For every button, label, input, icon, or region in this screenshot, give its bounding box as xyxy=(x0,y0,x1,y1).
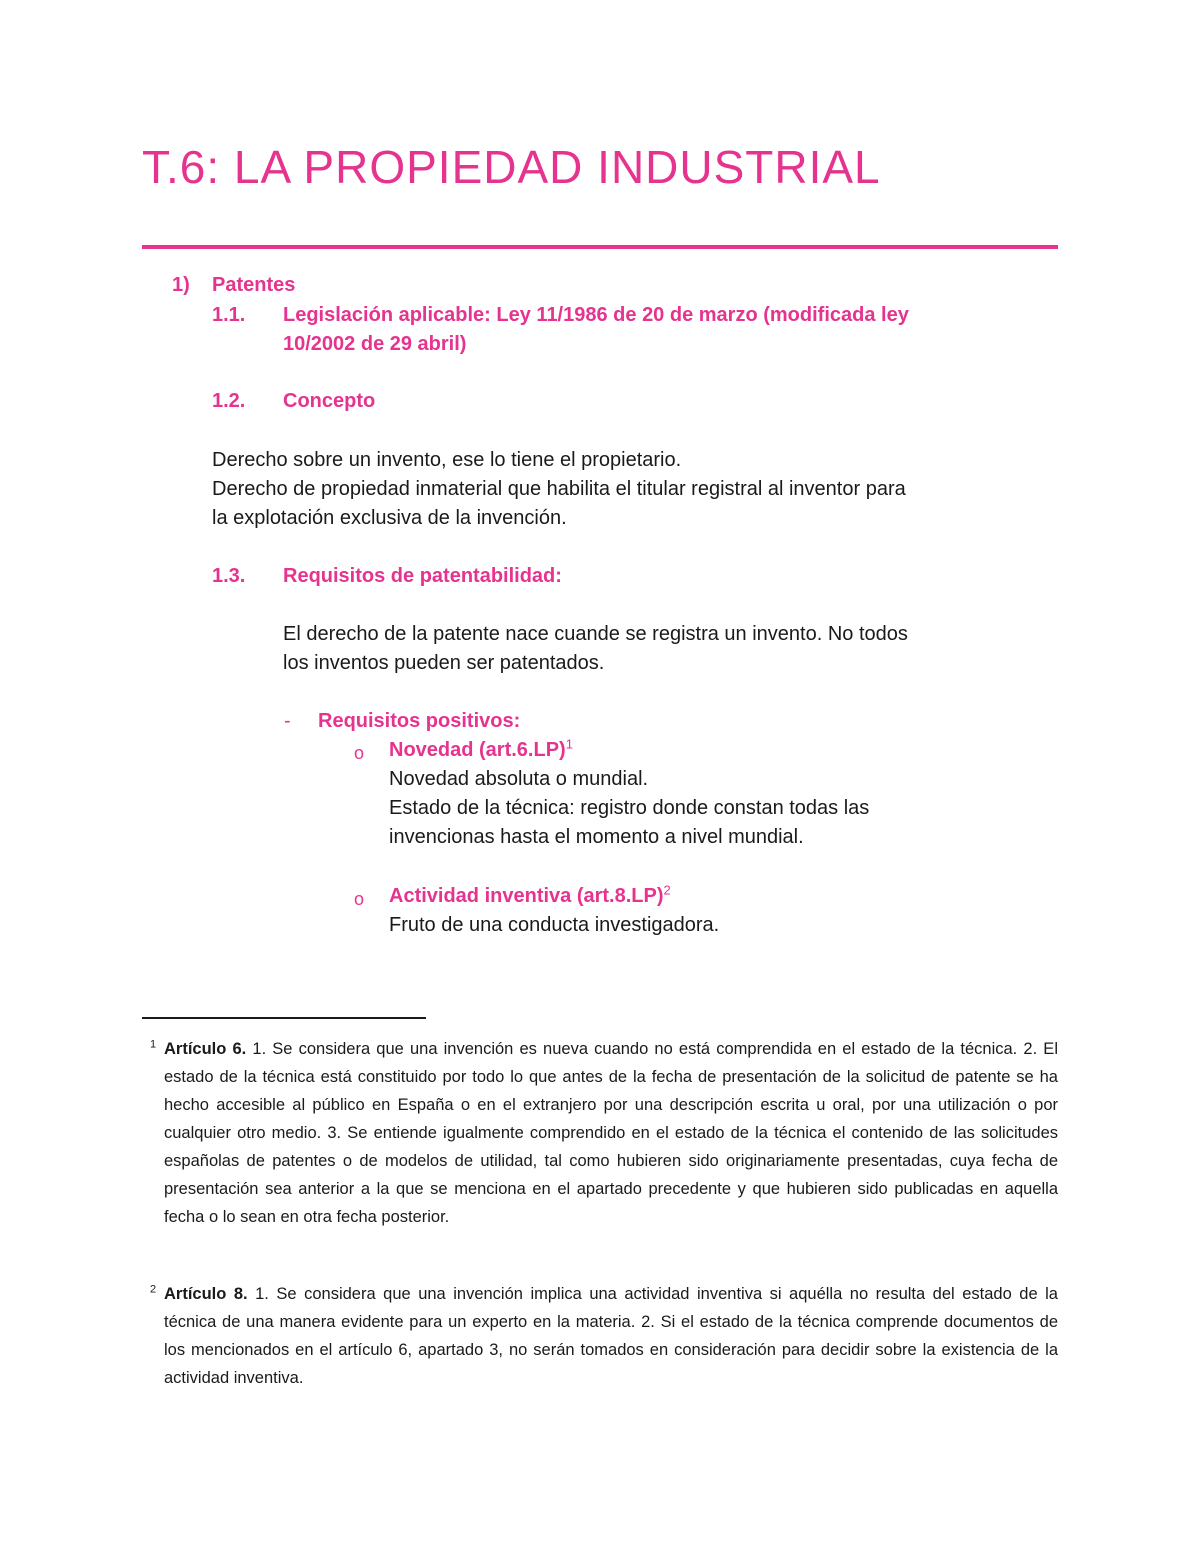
novedad-heading xyxy=(389,736,573,765)
footnote-1 xyxy=(150,1035,1058,1231)
section-1-2-number: 1.2. xyxy=(212,390,246,412)
footnote-2-number: 2 xyxy=(150,1283,157,1296)
novedad-line3: invencionas hasta el momento a nivel mundial. xyxy=(389,826,804,848)
footnote-2-text: 1. Se considera que una invención implica una actividad inventiva si aquélla no resulta del estado de la técnica de una manera evidente para un experto en la materia. 2. Si el estado de la técnica comprende documentos de los mencionados en el artículo 6, apartado 3, no serán tomados en consideración para decidir sobre la existencia de la actividad inventiva. xyxy=(164,1285,1058,1387)
footnote-1-text: 1. Se considera que una invención es nueva cuando no está comprendida en el estado de la técnica. 2. El estado de la técnica está constituido por todo lo que antes de la fecha de presentación de la solicitud de patente se ha hecho accesible al público en España o en el extranjero por una descripción escrita u oral, por una utilización o por cualquier otro medio. 3. Se entiende igualmente comprendido en el estado de la técnica el contenido de las solicitudes españolas de patentes o de modelos de utilidad, tal como hubieren sido originariamente presentadas, cuya fecha de presentación sea anterior a la que se menciona en el apartado precedente y que hubieren sido publicadas en aquella fecha o lo sean en otra fecha posterior. xyxy=(164,1040,1058,1226)
section-1-3-heading: Requisitos de patentabilidad: xyxy=(283,565,562,587)
actividad-line1: Fruto de una conducta investigadora. xyxy=(389,914,720,936)
footnote-1-number: 1 xyxy=(150,1038,157,1051)
footnote-2-heading: Artículo 8. xyxy=(164,1285,248,1303)
concepto-paragraph-2-line1: Derecho de propiedad inmaterial que habilita el titular registral al inventor para xyxy=(212,478,906,500)
concepto-paragraph-1: Derecho sobre un invento, ese lo tiene el propietario. xyxy=(212,449,682,471)
actividad-heading xyxy=(389,882,671,911)
requisitos-paragraph-line1: El derecho de la patente nace cuande se registra un invento. No todos xyxy=(283,623,908,645)
section-1-heading: Patentes xyxy=(212,274,296,296)
footnote-1-heading: Artículo 6. xyxy=(164,1040,247,1058)
page-title: T.6: LA PROPIEDAD INDUSTRIAL xyxy=(142,141,881,193)
novedad-line1: Novedad absoluta o mundial. xyxy=(389,768,649,790)
section-1-1-number: 1.1. xyxy=(212,304,246,326)
section-1-1-heading-line2: 10/2002 de 29 abril) xyxy=(283,333,467,355)
footnote-ref-2[interactable]: 2 xyxy=(663,882,671,898)
footnote-separator xyxy=(142,1017,426,1019)
actividad-label: Actividad inventiva (art.8.LP) xyxy=(389,885,664,907)
footnote-ref-1[interactable]: 1 xyxy=(565,736,573,752)
circle-bullet-1: o xyxy=(354,743,365,763)
novedad-line2: Estado de la técnica: registro donde constan todas las xyxy=(389,797,870,819)
section-1-3-number: 1.3. xyxy=(212,565,246,587)
section-1-2-heading: Concepto xyxy=(283,390,376,412)
requisitos-positivos-heading: Requisitos positivos: xyxy=(318,710,521,732)
concepto-paragraph-2-line2: la explotación exclusiva de la invención. xyxy=(212,507,567,529)
section-1-number: 1) xyxy=(172,274,190,296)
requisitos-paragraph-line2: los inventos pueden ser patentados. xyxy=(283,652,605,674)
section-1-1-heading-line1: Legislación aplicable: Ley 11/1986 de 20 de marzo (modificada ley xyxy=(283,304,909,326)
title-divider xyxy=(142,245,1058,249)
footnote-2 xyxy=(150,1280,1058,1392)
circle-bullet-2: o xyxy=(354,889,365,909)
dash-bullet: - xyxy=(284,710,291,732)
novedad-label: Novedad (art.6.LP) xyxy=(389,739,566,761)
